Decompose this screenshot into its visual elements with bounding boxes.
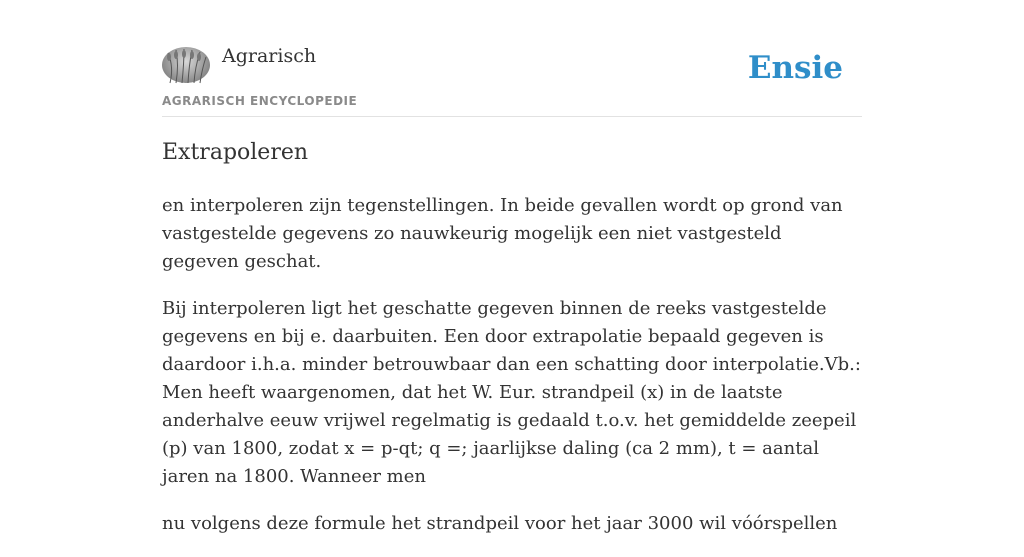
site-logo[interactable]: Ensie (747, 50, 843, 86)
article-paragraph: en interpoleren zijn tegenstellingen. In beide gevallen wordt op grond van vastgestelde gegevens zo nauwkeurig mogelijk een niet vastgesteld gegeven geschat. (162, 195, 843, 272)
article-body (162, 192, 862, 557)
header (162, 0, 862, 117)
wheat-icon[interactable] (162, 47, 210, 83)
encyclopedia-subtitle: AGRARISCH ENCYCLOPEDIE (162, 94, 358, 108)
article-paragraph: nu volgens deze formule het strandpeil voor het jaar 3000 wil vóórspellen (162, 513, 838, 534)
page-title: Extrapoleren (162, 140, 309, 165)
article-paragraph: Bij interpoleren ligt het geschatte gegeven binnen de reeks vastgestelde gegevens en bij e. daarbuiten. Een door extrapolatie bepaald gegeven is daardoor i.h.a. minder betrouwbaar dan een schatting door interpolatie.Vb.: Men heeft waargenomen, dat het W. Eur. strandpeil (x) in de laatste anderhalve eeuw vrijwel regelmatig is gedaald t.o.v. het gemiddelde zeepeil (p) van 1800, zodat x = p-qt; q =; jaarlijkse daling (ca 2 mm), t = aantal jaren na 1800. Wanneer men (162, 298, 861, 487)
category-name[interactable]: Agrarisch (222, 45, 317, 67)
